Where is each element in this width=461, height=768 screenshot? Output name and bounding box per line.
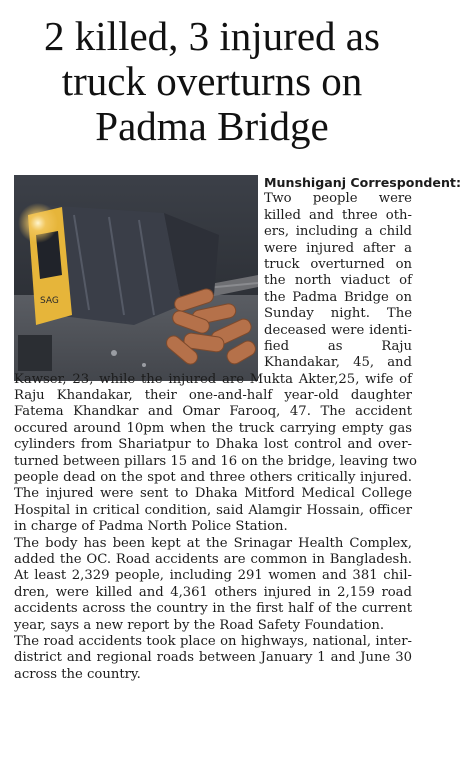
headline (8, 14, 416, 149)
headline-line: Padma Bridge (95, 103, 329, 149)
article-line: Sunday night. The (264, 306, 412, 322)
headline-line: truck overturns on (61, 58, 363, 104)
article-line: accidents across the country in the first half of the current (14, 601, 412, 617)
article-line: cylinders from Shariatpur to Dhaka lost control and over- (14, 437, 412, 453)
headline-line: 2 killed, 3 injured as (44, 13, 380, 59)
article-line: Raju Khandakar, their one-and-half year-old daughter (14, 388, 412, 404)
article-line: across the country. (14, 666, 141, 682)
article-line: killed and three oth- (264, 207, 412, 223)
article-body (14, 175, 461, 683)
article-line: Hospital in critical condition, said Alamgir Hossain, officer (14, 502, 412, 518)
article-line: occured around 10pm when the truck carrying empty gas (14, 420, 412, 436)
article-line: At least 2,329 people, including 291 women and 381 chil- (14, 568, 412, 584)
article-line: fied as Raju (264, 338, 412, 354)
article-line: Kawser, 23, while the injured are Mukta Akter,25, wife of (14, 371, 412, 387)
article-line: added the OC. Road accidents are common in Bangladesh. (14, 551, 412, 567)
dateline: Munshiganj Correspondent: (264, 175, 461, 190)
article-line: Fatema Khandkar and Omar Farooq, 47. The accident (14, 404, 412, 420)
article-line: The body has been kept at the Srinagar Health Complex, (14, 535, 412, 551)
article-line: in charge of Padma North Police Station. (14, 519, 288, 535)
article-line: The injured were sent to Dhaka Mitford Medical College (14, 486, 412, 502)
article-line: people dead on the spot and three others critically injured. (14, 470, 412, 486)
article-line: were injured after a (264, 240, 412, 256)
article-line: district and regional roads between January 1 and June 30 (14, 650, 412, 666)
article-line (14, 175, 461, 191)
article-line: dren, were killed and 4,361 others injured in 2,159 road (14, 584, 412, 600)
article-line: Khandakar, 45, and (264, 355, 412, 371)
article-line: year, says a new report by the Road Safety Foundation. (14, 617, 385, 633)
article-line: Two people were (264, 191, 412, 207)
article-line: ers, including a child (264, 224, 412, 240)
article-line: truck overturned on (264, 256, 412, 272)
article-line: deceased were identi- (264, 322, 412, 338)
article-line: The road accidents took place on highways, national, inter- (14, 633, 412, 649)
article-line: the north viaduct of (264, 273, 412, 289)
article-line: the Padma Bridge on (264, 289, 412, 305)
truck-lettering: SAG (40, 296, 59, 306)
article-line: turned between pillars 15 and 16 on the bridge, leaving two (14, 453, 417, 469)
